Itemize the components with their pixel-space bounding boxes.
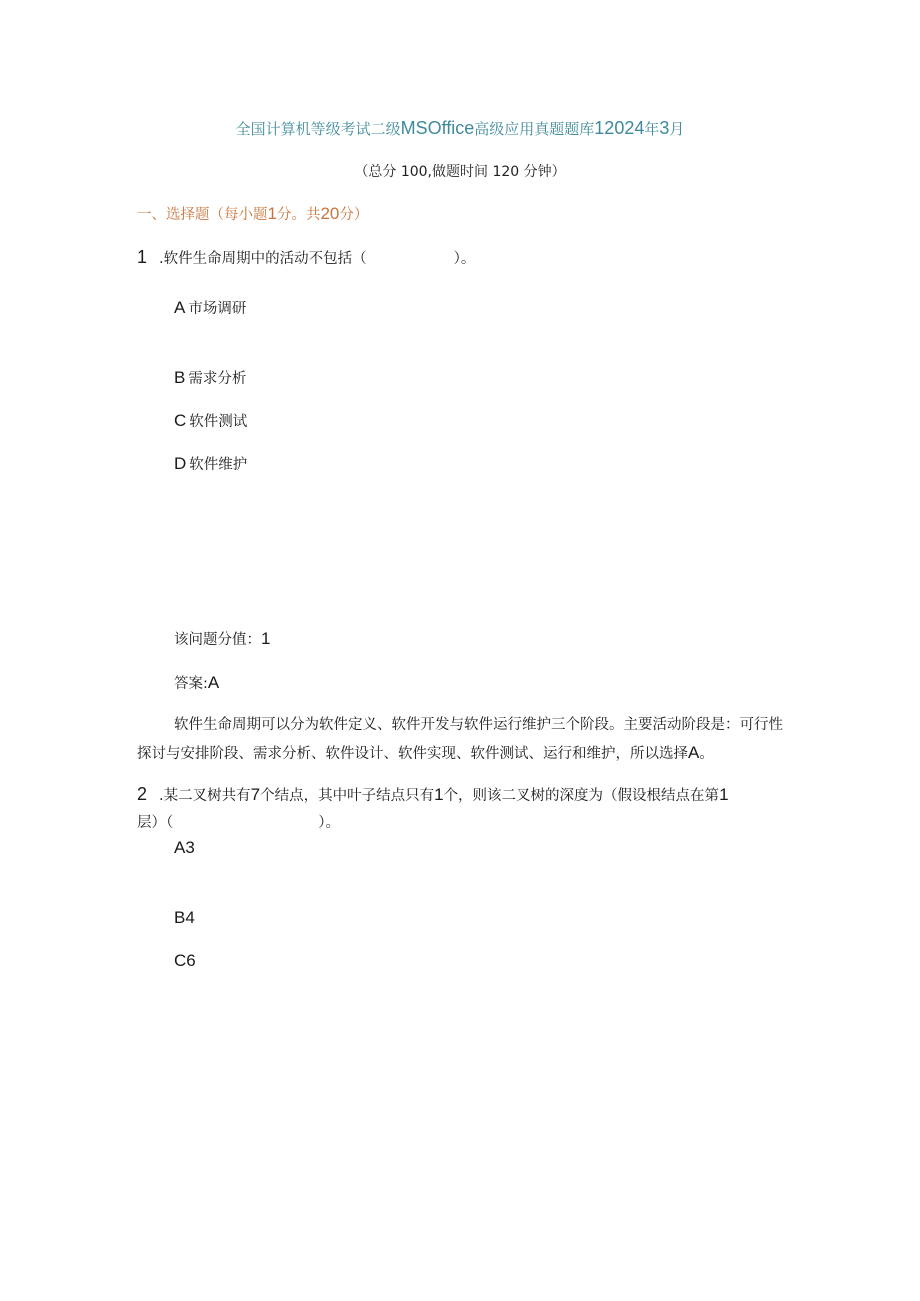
option-letter: A	[174, 298, 186, 317]
question-1-score	[174, 628, 270, 649]
question-2-option-b[interactable]: B4	[174, 908, 195, 927]
question-1-option-b[interactable]	[174, 367, 246, 388]
question-1-option-c[interactable]	[174, 410, 247, 431]
question-2-line2: 层）（ ）。	[137, 815, 340, 831]
option-text: 软件维护	[189, 457, 248, 473]
question-1-text: .软件生命周期中的活动不包括（ ）。	[159, 251, 476, 267]
section-suffix: 分）	[339, 207, 369, 223]
question-2-text-a: .某二叉树共有	[159, 788, 251, 804]
explanation-answer: A	[688, 743, 700, 762]
title-month-suffix: 月	[669, 120, 685, 138]
question-2-number: 2	[137, 784, 148, 804]
title-brand: MSOffice	[400, 118, 475, 138]
question-1	[137, 247, 475, 268]
question-1-answer	[174, 672, 219, 693]
score-label: 该问题分值：	[174, 632, 261, 648]
explanation-end: 。	[699, 746, 714, 762]
question-2-text-b: 个结点，其中叶子结点只有	[260, 788, 435, 804]
question-2-num-1: 1	[434, 785, 444, 804]
question-2-num-7: 7	[250, 785, 261, 804]
option-text: 需求分析	[188, 371, 247, 387]
title-month: 3	[659, 118, 670, 138]
question-2-option-c[interactable]: C6	[174, 951, 196, 970]
option-text: 软件测试	[189, 414, 248, 430]
score-value: 1	[261, 629, 271, 648]
section-points-each: 1	[267, 204, 277, 223]
title-middle: 高级应用真题题库	[474, 120, 595, 138]
option-text: 市场调研	[188, 301, 247, 317]
document-title	[0, 118, 920, 139]
section-points-total: 20	[320, 204, 340, 223]
explanation-text: 软件生命周期可以分为软件定义、软件开发与软件运行维护三个阶段。主要活动阶段是：可行性探讨与安排阶段、需求分析、软件设计、软件实现、软件测试、运行和维护，所以选择	[137, 717, 783, 762]
answer-value: A	[207, 673, 220, 692]
section-heading	[137, 203, 368, 224]
title-year: 12024	[594, 118, 645, 138]
option-letter: C	[174, 411, 187, 430]
question-2-option-a[interactable]: A3	[174, 838, 195, 857]
question-2-text-c: 个，则该二叉树的深度为（假设根结点在第	[443, 788, 720, 804]
question-2	[137, 781, 797, 837]
question-1-option-a[interactable]	[174, 297, 246, 318]
section-prefix: 一、选择题（每小题	[137, 207, 268, 223]
answer-label: 答案:	[174, 676, 208, 692]
section-middle: 分。共	[276, 207, 321, 223]
title-year-suffix: 年	[644, 120, 660, 138]
question-2-num-1b: 1	[719, 785, 729, 804]
option-letter: D	[174, 454, 187, 473]
document-subtitle: （总分 100,做题时间 120 分钟）	[354, 164, 566, 180]
title-prefix: 全国计算机等级考试二级	[235, 120, 401, 138]
question-1-option-d[interactable]	[174, 453, 247, 474]
question-1-explanation	[137, 712, 797, 768]
option-letter: B	[174, 368, 186, 387]
question-1-number: 1	[137, 247, 148, 267]
